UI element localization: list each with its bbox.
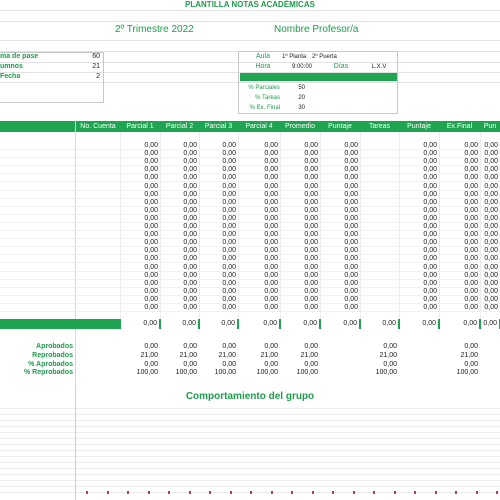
stat-value: 0,00: [464, 343, 478, 350]
grade-cell[interactable]: 0,00: [423, 295, 437, 303]
grade-cell[interactable]: 0,00: [183, 206, 197, 214]
grade-cell[interactable]: 0,00: [222, 190, 236, 198]
grade-cell[interactable]: 0,00: [484, 271, 498, 279]
grade-cell[interactable]: 0,00: [304, 295, 318, 303]
stat-value: 100,00: [296, 369, 318, 377]
grade-cell[interactable]: 0,00: [344, 231, 358, 239]
grade-cell[interactable]: 0,00: [304, 198, 318, 206]
grade-cell[interactable]: 0,00: [264, 263, 278, 271]
grade-cell[interactable]: 0,00: [144, 271, 158, 279]
column-header: Parcial 2: [165, 123, 194, 130]
stat-label: Aprobados: [36, 343, 73, 350]
teacher-name: Nombre Profesor/a: [274, 24, 359, 35]
chart-point: [332, 491, 334, 494]
grade-cell[interactable]: 0,00: [144, 190, 158, 198]
grade-cell[interactable]: 0,00: [464, 206, 478, 214]
grade-cell[interactable]: 0,00: [484, 150, 498, 158]
grade-cell[interactable]: 0,00: [264, 174, 278, 182]
grade-cell[interactable]: 0,00: [144, 174, 158, 182]
grade-cell[interactable]: 0,00: [183, 263, 197, 271]
grade-cell[interactable]: 0,00: [183, 214, 197, 222]
grade-cell[interactable]: 0,00: [264, 271, 278, 279]
total-cell: 0,00: [400, 319, 438, 329]
grade-cell[interactable]: 0,00: [304, 263, 318, 271]
chart-point: [353, 491, 355, 494]
grade-cell[interactable]: 0,00: [222, 206, 236, 214]
stat-value: 21,00: [300, 351, 318, 359]
weight-value-final[interactable]: 30: [298, 105, 305, 111]
grade-cell[interactable]: 0,00: [344, 206, 358, 214]
chart-point: [230, 491, 232, 494]
grade-cell[interactable]: 0,00: [464, 255, 478, 263]
stat-value: 21,00: [379, 351, 397, 359]
grade-cell[interactable]: 0,00: [423, 174, 437, 182]
grade-cell[interactable]: 0,00: [264, 142, 278, 149]
grade-cell[interactable]: 0,00: [344, 279, 358, 287]
info-value-alumnos[interactable]: 21: [92, 63, 100, 70]
aula-value-2[interactable]: 2º Puerta: [312, 54, 337, 60]
stat-value: 0,00: [144, 343, 158, 350]
grade-cell[interactable]: 0,00: [344, 158, 358, 166]
grade-cell[interactable]: 0,00: [423, 206, 437, 214]
grade-cell[interactable]: 0,00: [304, 304, 318, 311]
grade-cell[interactable]: 0,00: [344, 271, 358, 279]
grade-cell[interactable]: 0,00: [464, 295, 478, 303]
grade-cell[interactable]: 0,00: [144, 223, 158, 230]
column-header: No. Cuenta: [80, 123, 116, 130]
chart-point: [250, 491, 252, 494]
chart-point: [86, 491, 88, 494]
stat-value: 100,00: [456, 369, 478, 377]
info-value-fecha[interactable]: 2: [96, 73, 100, 80]
chart-point: [291, 491, 293, 494]
stat-value: 100,00: [175, 369, 197, 377]
grade-cell[interactable]: 0,00: [264, 198, 278, 206]
grade-cell[interactable]: 0,00: [304, 190, 318, 198]
stat-label: Reprobados: [32, 351, 73, 359]
grade-cell[interactable]: 0,00: [183, 223, 197, 230]
chart-point: [127, 491, 129, 494]
grade-cell[interactable]: 0,00: [423, 271, 437, 279]
chart-point: [148, 491, 150, 494]
stat-value: 0,00: [264, 343, 278, 350]
dias-label: Días: [333, 63, 349, 70]
stat-label: % Aprobados: [28, 360, 73, 368]
grade-cell[interactable]: 0,00: [304, 214, 318, 222]
total-cell: 0,00: [440, 319, 479, 329]
grade-cell[interactable]: 0,00: [423, 287, 437, 295]
grade-cell[interactable]: 0,00: [423, 247, 437, 255]
grade-cell[interactable]: 0,00: [484, 279, 498, 287]
grade-cell[interactable]: 0,00: [344, 304, 358, 311]
weight-label-final: % Ex. Final: [249, 105, 280, 111]
info-value-pase[interactable]: 60: [92, 53, 100, 60]
chart-point: [209, 491, 211, 494]
grade-cell[interactable]: 0,00: [183, 247, 197, 255]
grade-cell[interactable]: 0,00: [423, 198, 437, 206]
grade-cell[interactable]: 0,00: [484, 174, 498, 182]
schedule-green-bar: [240, 73, 397, 81]
grade-cell[interactable]: 0,00: [344, 263, 358, 271]
stat-value: 100,00: [136, 369, 158, 377]
grade-cell[interactable]: 0,00: [464, 166, 478, 174]
grade-cell[interactable]: 0,00: [484, 166, 498, 174]
column-header: Tareas: [368, 123, 390, 130]
hora-label: Hora: [255, 63, 271, 70]
grade-cell[interactable]: 0,00: [183, 166, 197, 174]
column-header: Parcial 3: [204, 123, 233, 130]
grade-cell[interactable]: 0,00: [183, 198, 197, 206]
grade-cell[interactable]: 0,00: [484, 239, 498, 247]
grade-cell[interactable]: 0,00: [264, 166, 278, 174]
grade-cell[interactable]: 0,00: [423, 239, 437, 247]
aula-label: Aula: [255, 53, 270, 60]
grade-cell[interactable]: 0,00: [464, 279, 478, 287]
grade-cell[interactable]: 0,00: [183, 295, 197, 303]
grade-cell[interactable]: 0,00: [222, 142, 236, 149]
grade-cell[interactable]: 0,00: [344, 166, 358, 174]
grade-cell[interactable]: 0,00: [264, 279, 278, 287]
grade-cell[interactable]: 0,00: [344, 182, 358, 190]
grade-cell[interactable]: 0,00: [344, 198, 358, 206]
grade-cell[interactable]: 0,00: [183, 239, 197, 247]
grade-cell[interactable]: 0,00: [264, 295, 278, 303]
grade-cell[interactable]: 0,00: [304, 223, 318, 230]
total-cell: 0,00: [321, 319, 359, 329]
grade-cell[interactable]: 0,00: [144, 287, 158, 295]
chart-title: Comportamiento del grupo: [185, 391, 315, 402]
grade-cell[interactable]: 0,00: [222, 182, 236, 190]
grade-cell[interactable]: 0,00: [264, 231, 278, 239]
grade-cell[interactable]: 0,00: [304, 150, 318, 158]
grade-cell[interactable]: 0,00: [464, 198, 478, 206]
grade-cell[interactable]: 0,00: [464, 174, 478, 182]
grade-cell[interactable]: 0,00: [484, 247, 498, 255]
chart-point: [271, 491, 273, 494]
stat-value: 0,00: [383, 360, 397, 368]
grade-cell[interactable]: 0,00: [304, 287, 318, 295]
grade-cell[interactable]: 0,00: [304, 255, 318, 263]
stat-value: 0,00: [264, 360, 278, 368]
chart-point: [435, 491, 437, 494]
grade-cell[interactable]: 0,00: [264, 150, 278, 158]
stat-value: 21,00: [140, 351, 158, 359]
grade-cell[interactable]: 0,00: [144, 198, 158, 206]
grade-cell[interactable]: 0,00: [464, 223, 478, 230]
stat-value: 0,00: [464, 360, 478, 368]
grade-cell[interactable]: 0,00: [464, 158, 478, 166]
stat-value: 0,00: [222, 343, 236, 350]
grade-cell[interactable]: 0,00: [264, 255, 278, 263]
chart-point: [107, 491, 109, 494]
grade-cell[interactable]: 0,00: [344, 255, 358, 263]
grade-cell[interactable]: 0,00: [222, 158, 236, 166]
grade-cell[interactable]: 0,00: [464, 304, 478, 311]
grade-cell[interactable]: 0,00: [222, 198, 236, 206]
grade-cell[interactable]: 0,00: [222, 247, 236, 255]
stat-value: 0,00: [304, 343, 318, 350]
grade-cell[interactable]: 0,00: [183, 142, 197, 149]
grade-cell[interactable]: 0,00: [264, 287, 278, 295]
grade-cell[interactable]: 0,00: [222, 263, 236, 271]
weight-value-tareas[interactable]: 20: [298, 95, 305, 101]
grade-cell[interactable]: 0,00: [183, 182, 197, 190]
grade-cell[interactable]: 0,00: [183, 174, 197, 182]
grade-cell[interactable]: 0,00: [344, 295, 358, 303]
grade-cell[interactable]: 0,00: [264, 158, 278, 166]
grade-cell[interactable]: 0,00: [484, 206, 498, 214]
stat-value: 0,00: [183, 360, 197, 368]
grade-cell[interactable]: 0,00: [423, 182, 437, 190]
grade-cell[interactable]: 0,00: [222, 279, 236, 287]
grade-cell[interactable]: 0,00: [423, 166, 437, 174]
page-title: PLANTILLA NOTAS ACADÉMICAS: [185, 0, 315, 9]
total-cell: 0,00: [200, 319, 237, 329]
chart-point: [189, 491, 191, 494]
grade-cell[interactable]: 0,00: [484, 304, 498, 311]
grade-cell[interactable]: 0,00: [304, 174, 318, 182]
stat-value: 100,00: [214, 369, 236, 377]
grade-cell[interactable]: 0,00: [144, 247, 158, 255]
grade-cell[interactable]: 0,00: [144, 214, 158, 222]
grade-cell[interactable]: 0,00: [464, 263, 478, 271]
grade-cell[interactable]: 0,00: [423, 223, 437, 230]
grade-cell[interactable]: 0,00: [222, 255, 236, 263]
aula-value-1[interactable]: 1º Planta: [282, 54, 307, 60]
stat-value: 100,00: [375, 369, 397, 377]
grade-cell[interactable]: 0,00: [144, 239, 158, 247]
grade-cell[interactable]: 0,00: [464, 239, 478, 247]
grade-cell[interactable]: 0,00: [304, 239, 318, 247]
stat-value: 21,00: [460, 351, 478, 359]
grade-cell[interactable]: 0,00: [183, 255, 197, 263]
column-header: Puntaje: [328, 123, 352, 130]
grade-cell[interactable]: 0,00: [464, 247, 478, 255]
total-cell: 0,00: [239, 319, 279, 329]
grade-cell[interactable]: 0,00: [183, 190, 197, 198]
column-header: Ex.Final: [446, 123, 473, 130]
grade-cell[interactable]: 0,00: [423, 263, 437, 271]
column-header: Puntaje: [407, 123, 431, 130]
grade-cell[interactable]: 0,00: [144, 158, 158, 166]
info-label-fecha: Fecha: [0, 73, 21, 80]
grade-cell[interactable]: 0,00: [484, 214, 498, 222]
grade-cell[interactable]: 0,00: [484, 198, 498, 206]
grade-cell[interactable]: 0,00: [464, 271, 478, 279]
grade-cell[interactable]: 0,00: [304, 279, 318, 287]
grade-cell[interactable]: 0,00: [423, 231, 437, 239]
grade-cell[interactable]: 0,00: [423, 255, 437, 263]
chart-point: [168, 491, 170, 494]
grade-cell[interactable]: 0,00: [222, 239, 236, 247]
grade-cell[interactable]: 0,00: [344, 142, 358, 149]
grade-cell[interactable]: 0,00: [183, 231, 197, 239]
grade-cell[interactable]: 0,00: [222, 166, 236, 174]
grade-cell[interactable]: 0,00: [264, 239, 278, 247]
chart-point: [496, 491, 498, 494]
grade-cell[interactable]: 0,00: [464, 214, 478, 222]
grade-cell[interactable]: 0,00: [222, 271, 236, 279]
grade-cell[interactable]: 0,00: [222, 150, 236, 158]
grade-cell[interactable]: 0,00: [484, 158, 498, 166]
grade-cell[interactable]: 0,00: [484, 190, 498, 198]
grade-cell[interactable]: 0,00: [183, 150, 197, 158]
grade-cell[interactable]: 0,00: [304, 231, 318, 239]
grade-cell[interactable]: 0,00: [423, 214, 437, 222]
chart-point: [312, 491, 314, 494]
grade-cell[interactable]: 0,00: [304, 182, 318, 190]
grade-cell[interactable]: 0,00: [144, 304, 158, 311]
grade-cell[interactable]: 0,00: [264, 214, 278, 222]
weight-label-parciales: % Parciales: [248, 85, 280, 91]
weight-value-parciales[interactable]: 50: [298, 85, 305, 91]
grade-cell[interactable]: 0,00: [222, 174, 236, 182]
dias-value[interactable]: L.X.V: [371, 64, 387, 70]
stat-value: 0,00: [304, 360, 318, 368]
grade-cell[interactable]: 0,00: [484, 182, 498, 190]
grade-cell[interactable]: 0,00: [423, 279, 437, 287]
grade-cell[interactable]: 0,00: [304, 166, 318, 174]
chart-point: [373, 491, 375, 494]
grade-cell[interactable]: 0,00: [183, 271, 197, 279]
grade-cell[interactable]: 0,00: [222, 214, 236, 222]
grade-cell[interactable]: 0,00: [344, 190, 358, 198]
grade-cell[interactable]: 0,00: [464, 231, 478, 239]
total-cell: 0,00: [281, 319, 319, 329]
grade-cell[interactable]: 0,00: [464, 150, 478, 158]
stat-value: 0,00: [144, 360, 158, 368]
grade-cell[interactable]: 0,00: [144, 231, 158, 239]
grade-cell[interactable]: 0,00: [344, 247, 358, 255]
stat-value: 21,00: [179, 351, 197, 359]
grade-cell[interactable]: 0,00: [304, 247, 318, 255]
trimester-label: 2º Trimestre 2022: [115, 24, 194, 35]
grade-cell[interactable]: 0,00: [344, 287, 358, 295]
stat-value: 21,00: [218, 351, 236, 359]
grade-cell[interactable]: 0,00: [344, 214, 358, 222]
grade-cell[interactable]: 0,00: [484, 142, 498, 149]
grade-cell[interactable]: 0,00: [344, 150, 358, 158]
info-label-pase: ma de pase: [0, 53, 39, 60]
total-cell: 0,00: [121, 319, 159, 329]
stat-value: 100,00: [256, 369, 278, 377]
stat-value: 21,00: [260, 351, 278, 359]
grade-cell[interactable]: 0,00: [464, 287, 478, 295]
grade-cell[interactable]: 0,00: [144, 142, 158, 149]
grade-cell[interactable]: 0,00: [144, 279, 158, 287]
grade-cell[interactable]: 0,00: [183, 304, 197, 311]
grade-cell[interactable]: 0,00: [484, 223, 498, 230]
grade-cell[interactable]: 0,00: [144, 182, 158, 190]
grade-cell[interactable]: 0,00: [344, 174, 358, 182]
grade-cell[interactable]: 0,00: [304, 206, 318, 214]
stat-value: 0,00: [222, 360, 236, 368]
grade-cell[interactable]: 0,00: [222, 223, 236, 230]
weight-label-tareas: % Tareas: [255, 95, 280, 101]
grade-cell[interactable]: 0,00: [464, 142, 478, 149]
grade-cell[interactable]: 0,00: [264, 190, 278, 198]
grade-cell[interactable]: 0,00: [423, 142, 437, 149]
grade-cell[interactable]: 0,00: [344, 223, 358, 230]
grade-cell[interactable]: 0,00: [464, 182, 478, 190]
total-cell: 0,00: [481, 319, 499, 329]
total-cell: 0,00: [361, 319, 398, 329]
grade-cell[interactable]: 0,00: [484, 231, 498, 239]
chart-point: [476, 491, 478, 494]
grade-cell[interactable]: 0,00: [222, 295, 236, 303]
grade-cell[interactable]: 0,00: [144, 255, 158, 263]
stat-value: 0,00: [183, 343, 197, 350]
grade-cell[interactable]: 0,00: [423, 158, 437, 166]
grade-cell[interactable]: 0,00: [484, 263, 498, 271]
grade-cell[interactable]: 0,00: [183, 158, 197, 166]
total-cell: 0,00: [161, 319, 198, 329]
grade-cell[interactable]: 0,00: [464, 190, 478, 198]
chart-point: [414, 491, 416, 494]
grade-cell[interactable]: 0,00: [484, 295, 498, 303]
grade-cell[interactable]: 0,00: [304, 271, 318, 279]
grade-cell[interactable]: 0,00: [264, 304, 278, 311]
grade-cell[interactable]: 0,00: [144, 150, 158, 158]
grade-cell[interactable]: 0,00: [144, 295, 158, 303]
grade-cell[interactable]: 0,00: [423, 190, 437, 198]
column-header: Pun: [483, 123, 497, 130]
grade-cell[interactable]: 0,00: [264, 247, 278, 255]
stat-value: 0,00: [383, 343, 397, 350]
grade-cell[interactable]: 0,00: [222, 304, 236, 311]
grade-cell[interactable]: 0,00: [304, 158, 318, 166]
grade-cell[interactable]: 0,00: [484, 287, 498, 295]
grade-cell[interactable]: 0,00: [264, 223, 278, 230]
grade-cell[interactable]: 0,00: [484, 255, 498, 263]
hora-value[interactable]: 9:00:00: [291, 64, 312, 70]
stat-label: % Reprobados: [23, 369, 73, 377]
grade-cell[interactable]: 0,00: [183, 279, 197, 287]
info-label-alumnos: umnos: [0, 63, 23, 70]
grade-cell[interactable]: 0,00: [264, 206, 278, 214]
grade-cell[interactable]: 0,00: [222, 231, 236, 239]
grade-cell[interactable]: 0,00: [304, 142, 318, 149]
chart-point: [455, 491, 457, 494]
grade-cell[interactable]: 0,00: [344, 239, 358, 247]
grade-cell[interactable]: 0,00: [423, 150, 437, 158]
grade-cell[interactable]: 0,00: [183, 287, 197, 295]
column-header: Promedio: [285, 123, 315, 130]
grade-cell[interactable]: 0,00: [144, 263, 158, 271]
grade-cell[interactable]: 0,00: [144, 206, 158, 214]
grade-cell[interactable]: 0,00: [222, 287, 236, 295]
column-header: Parcial 1: [126, 123, 154, 130]
grade-cell[interactable]: 0,00: [144, 166, 158, 174]
grade-cell[interactable]: 0,00: [264, 182, 278, 190]
chart-point: [394, 491, 396, 494]
column-header: Parcial 4: [245, 123, 273, 130]
grade-cell[interactable]: 0,00: [423, 304, 437, 311]
